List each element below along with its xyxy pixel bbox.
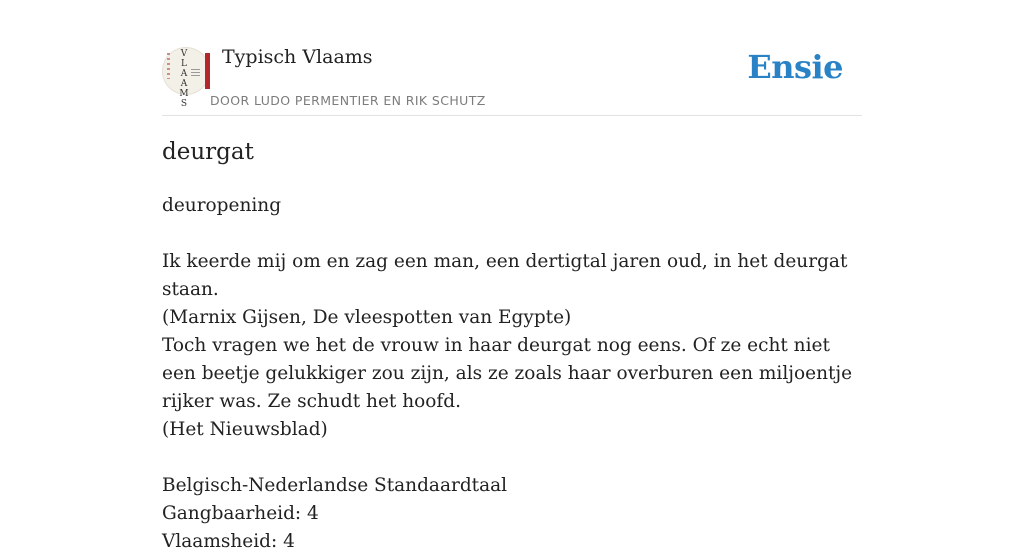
logo-letter: M	[179, 89, 189, 99]
logo-letter: A	[180, 69, 188, 79]
logo-letter: S	[180, 99, 188, 109]
entry-definition: deuropening	[162, 195, 282, 216]
book-title[interactable]: Typisch Vlaams	[222, 46, 373, 68]
ensie-logo-link[interactable]: Ensie	[747, 48, 843, 86]
spacer	[162, 220, 862, 248]
book-cover-icon[interactable]	[162, 47, 210, 109]
entry-body	[162, 192, 862, 556]
entry-title: deurgat	[162, 139, 254, 165]
logo-letter: A	[180, 79, 188, 89]
page-container	[162, 0, 862, 552]
vlaamsheid-rating: Vlaamsheid: 4	[162, 531, 295, 552]
example-source-1: (Marnix Gijsen, De vleespotten van Egypte)	[162, 307, 572, 328]
header	[162, 0, 862, 116]
logo-decoration	[167, 53, 170, 79]
logo-letters	[178, 49, 190, 109]
logo-letter: V	[180, 49, 188, 59]
example-source-2: (Het Nieuwsblad)	[162, 419, 328, 440]
logo-letter: L	[181, 59, 187, 69]
language-variant: Belgisch-Nederlandse Standaardtaal	[162, 475, 508, 496]
book-byline: DOOR LUDO PERMENTIER EN RIK SCHUTZ	[210, 93, 486, 108]
logo-fineprint	[191, 69, 200, 77]
example-quote-2: Toch vragen we het de vrouw in haar deurgat nog eens. Of ze echt niet een beetje gelukkiger zou zijn, als ze zoals haar overburen een miljoentje rijker was. Ze schudt het hoofd.	[162, 335, 853, 412]
example-quote-1: Ik keerde mij om en zag een man, een dertigtal jaren oud, in het deurgat staan.	[162, 251, 848, 300]
spacer	[162, 444, 862, 472]
logo-spine	[205, 53, 210, 89]
gangbaarheid-rating: Gangbaarheid: 4	[162, 503, 319, 524]
